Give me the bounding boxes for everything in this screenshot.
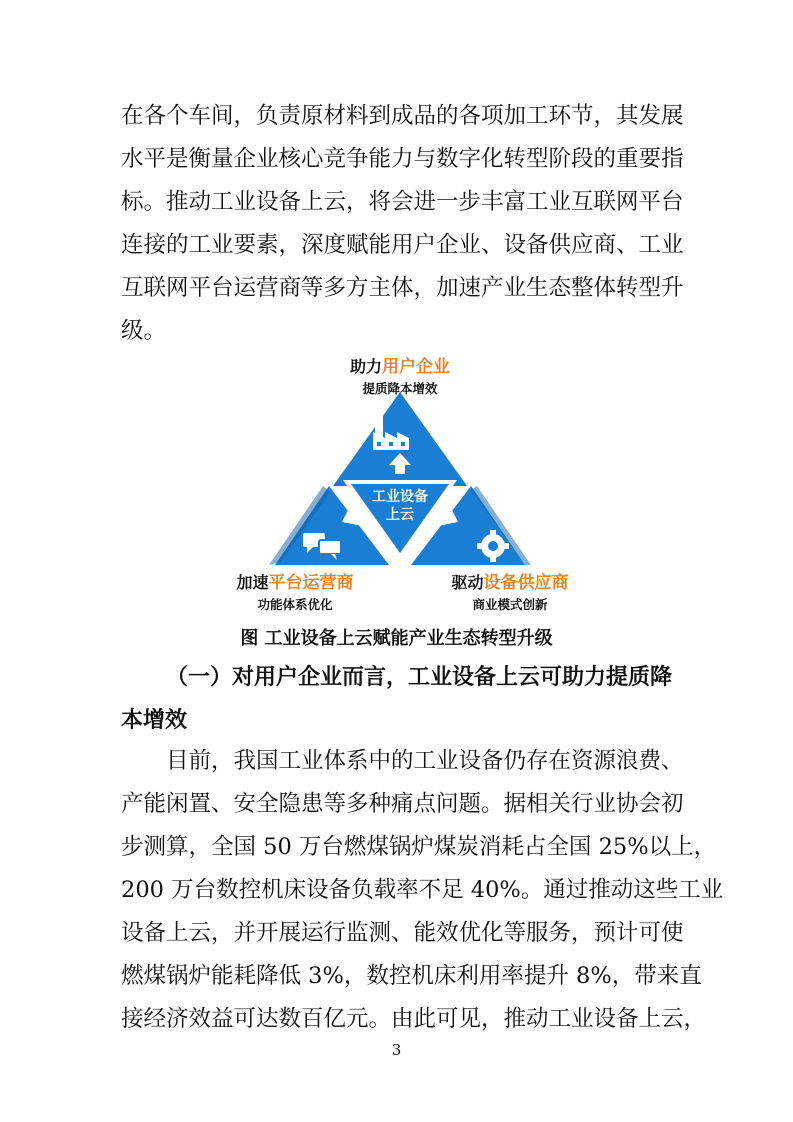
right-label bbox=[430, 568, 590, 613]
text-line: 产能闲置、安全隐患等多种痛点问题。据相关行业协会初 bbox=[121, 791, 684, 817]
text-line: 级。 bbox=[121, 318, 167, 344]
center-label-line2: 上云 bbox=[386, 507, 414, 523]
ecosystem-diagram bbox=[215, 350, 585, 615]
body-paragraph bbox=[121, 740, 724, 1041]
top-sub: 提质降本增效 bbox=[362, 381, 438, 396]
text-line: 水平是衡量企业核心竞争能力与数字化转型阶段的重要指 bbox=[121, 146, 684, 172]
section-heading bbox=[121, 656, 677, 742]
left-highlight: 平台运营商 bbox=[268, 573, 354, 593]
text-line: 200 万台数控机床设备负载率不足 40%。通过推动这些工业 bbox=[121, 877, 724, 903]
text-line: 目前，我国工业体系中的工业设备仍存在资源浪费、 bbox=[166, 748, 684, 774]
heading-line1: （一）对用户企业而言，工业设备上云可助力提质降 bbox=[166, 665, 673, 690]
right-highlight: 设备供应商 bbox=[483, 573, 569, 593]
right-prefix: 驱动 bbox=[451, 573, 484, 592]
left-sub: 功能体系优化 bbox=[257, 597, 333, 612]
left-prefix: 加速 bbox=[236, 573, 269, 592]
text-line: 互联网平台运营商等多方主体，加速产业生态整体转型升 bbox=[121, 275, 684, 301]
top-label bbox=[305, 352, 495, 397]
heading-line2: 本增效 bbox=[121, 708, 188, 733]
top-highlight: 用户企业 bbox=[382, 357, 450, 377]
top-prefix: 助力 bbox=[349, 357, 382, 376]
text-line: 标。推动工业设备上云，将会进一步丰富工业互联网平台 bbox=[121, 189, 684, 215]
page-number: 3 bbox=[391, 1041, 402, 1059]
figure-caption: 图 工业设备上云赋能产业生态转型升级 bbox=[240, 628, 553, 649]
text-line: 在各个车间，负责原材料到成品的各项加工环节，其发展 bbox=[121, 103, 684, 129]
left-label bbox=[215, 568, 375, 613]
intro-paragraph bbox=[121, 95, 684, 353]
text-line: 燃煤锅炉能耗降低 3%，数控机床利用率提升 8%，带来直 bbox=[121, 963, 702, 989]
text-line: 设备上云，并开展运行监测、能效优化等服务，预计可使 bbox=[121, 920, 684, 946]
right-sub: 商业模式创新 bbox=[472, 597, 548, 612]
center-label-line1: 工业设备 bbox=[372, 489, 428, 505]
text-line: 连接的工业要素，深度赋能用户企业、设备供应商、工业 bbox=[121, 232, 684, 258]
text-line: 接经济效益可达数百亿元。由此可见，推动工业设备上云， bbox=[121, 1006, 707, 1032]
text-line: 步测算，全国 50 万台燃煤锅炉煤炭消耗占全国 25%以上， bbox=[121, 834, 717, 860]
